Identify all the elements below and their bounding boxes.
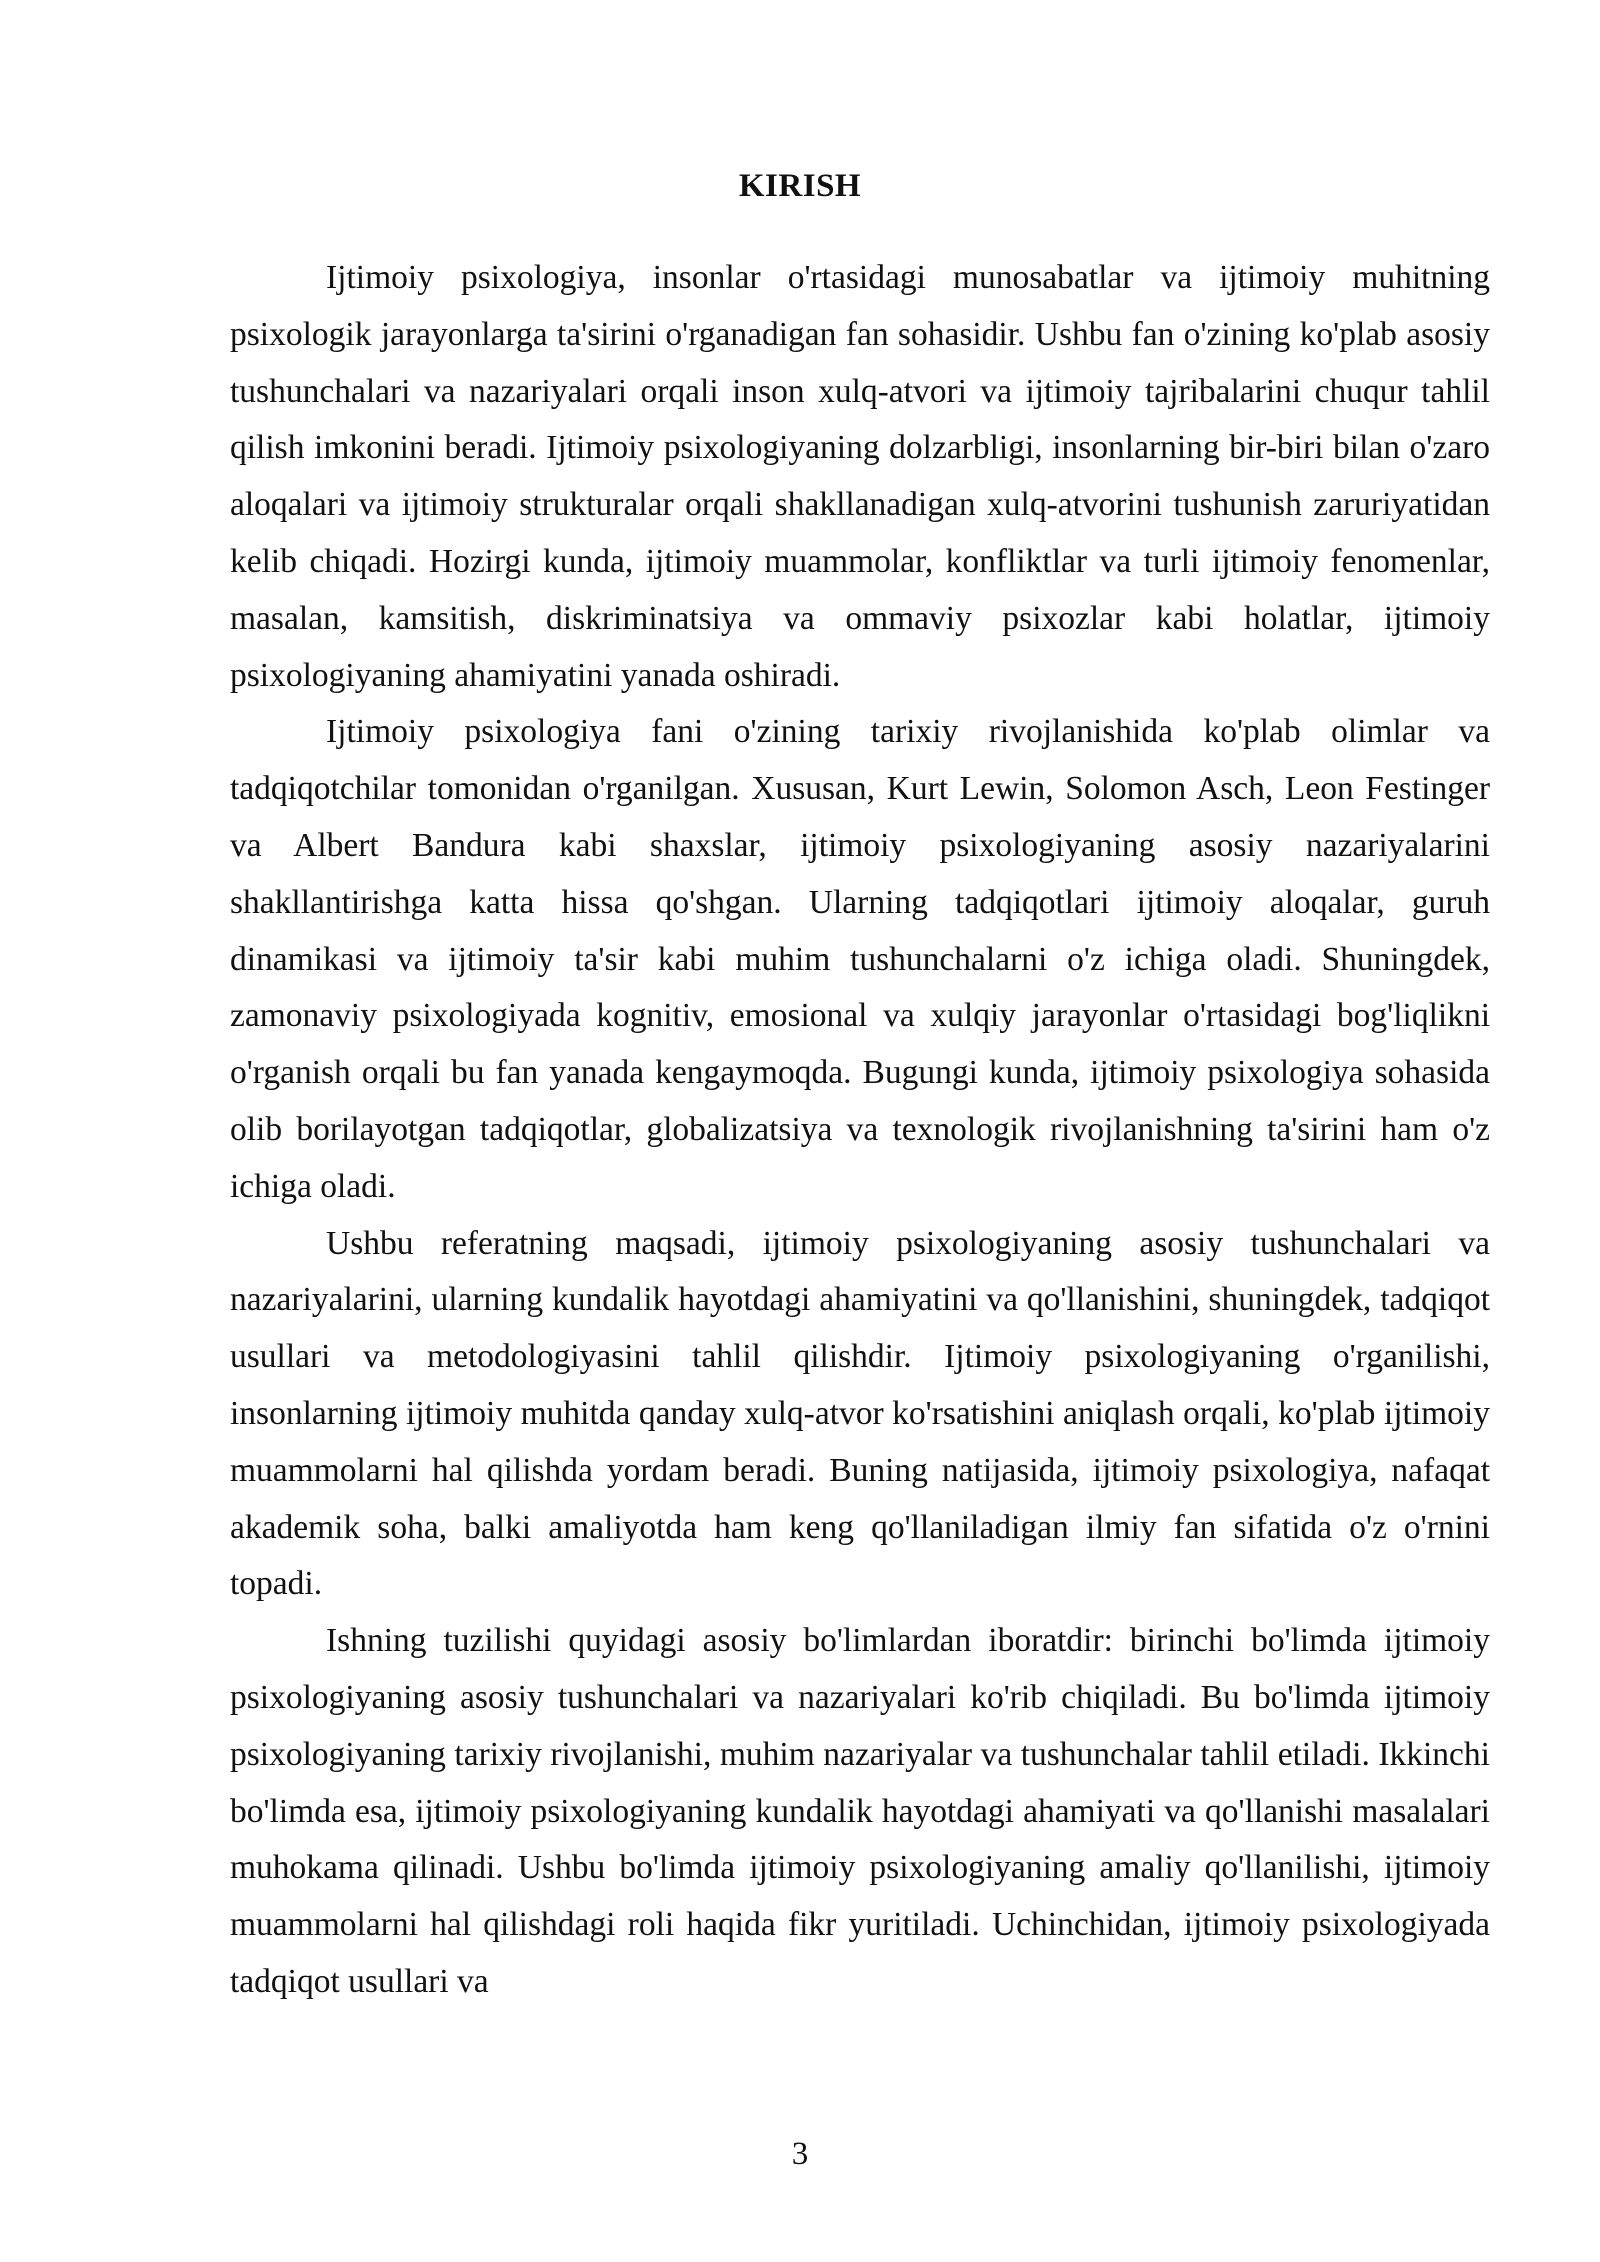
page-number: 3 [791,2136,809,2172]
paragraph-4: Ishning tuzilishi quyidagi asosiy bo'limlardan iboratdir: birinchi bo'limda ijtimoiy psixologiyaning asosiy tushunchalari va nazariyalari ko'rib chiqiladi. Bu bo'limda ijtimoiy psixologiyaning tarixiy rivojlanishi, muhim nazariyalar va tushunchalar tahlil etiladi. Ikkinchi bo'limda esa, ijtimoiy psixologiyaning kundalik hayotdagi ahamiyati va qo'llanishi masalalari muhokama qilinadi. Ushbu bo'limda ijtimoiy psixologiyaning amaliy qo'llanilishi, ijtimoiy muammolarni hal qilishdagi roli haqida fikr yuritiladi. Uchinchidan, ijtimoiy psixologiyada tadqiqot usullari va [230,1622,1490,2000]
page-title: KIRISH [738,168,862,204]
paragraph-1: Ijtimoiy psixologiya, insonlar o'rtasidagi munosabatlar va ijtimoiy muhitning psixologik jarayonlarga ta'sirini o'rganadigan fan sohasidir. Ushbu fan o'zining ko'plab asosiy tushunchalari va nazariyalari orqali inson xulq-atvori va ijtimoiy tajribalarini chuqur tahlil qilish imkonini beradi. Ijtimoiy psixologiyaning dolzarbligi, insonlarning bir-biri bilan o'zaro aloqalari va ijtimoiy strukturalar orqali shakllanadigan xulq-atvorini tushunish zaruriyatidan kelib chiqadi. Hozirgi kunda, ijtimoiy muammolar, konfliktlar va turli ijtimoiy fenomenlar, masalan, kamsitish, diskriminatsiya va ommaviy psixozlar kabi holatlar, ijtimoiy psixologiyaning ahamiyatini yanada oshiradi. [230,259,1490,694]
paragraph-2: Ijtimoiy psixologiya fani o'zining tarixiy rivojlanishida ko'plab olimlar va tadqiqotchilar tomonidan o'rganilgan. Xususan, Kurt Lewin, Solomon Asch, Leon Festinger va Albert Bandura kabi shaxslar, ijtimoiy psixologiyaning asosiy nazariyalarini shakllantirishga katta hissa qo'shgan. Ularning tadqiqotlari ijtimoiy aloqalar, guruh dinamikasi va ijtimoiy ta'sir kabi muhim tushunchalarni o'z ichiga oladi. Shuningdek, zamonaviy psixologiyada kognitiv, emosional va xulqiy jarayonlar o'rtasidagi bog'liqlikni o'rganish orqali bu fan yanada kengaymoqda. Bugungi kunda, ijtimoiy psixologiya sohasida olib borilayotgan tadqiqotlar, globalizatsiya va texnologik rivojlanishning ta'sirini ham o'z ichiga oladi. [230,713,1490,1205]
body-text [230,250,1490,2011]
paragraph-3: Ushbu referatning maqsadi, ijtimoiy psixologiyaning asosiy tushunchalari va nazariyalarini, ularning kundalik hayotdagi ahamiyatini va qo'llanishini, shuningdek, tadqiqot usullari va metodologiyasini tahlil qilishdir. Ijtimoiy psixologiyaning o'rganilishi, insonlarning ijtimoiy muhitda qanday xulq-atvor ko'rsatishini aniqlash orqali, ko'plab ijtimoiy muammolarni hal qilishda yordam beradi. Buning natijasida, ijtimoiy psixologiya, nafaqat akademik soha, balki amaliyotda ham keng qo'llaniladigan ilmiy fan sifatida o'z o'rnini topadi. [230,1224,1490,1603]
